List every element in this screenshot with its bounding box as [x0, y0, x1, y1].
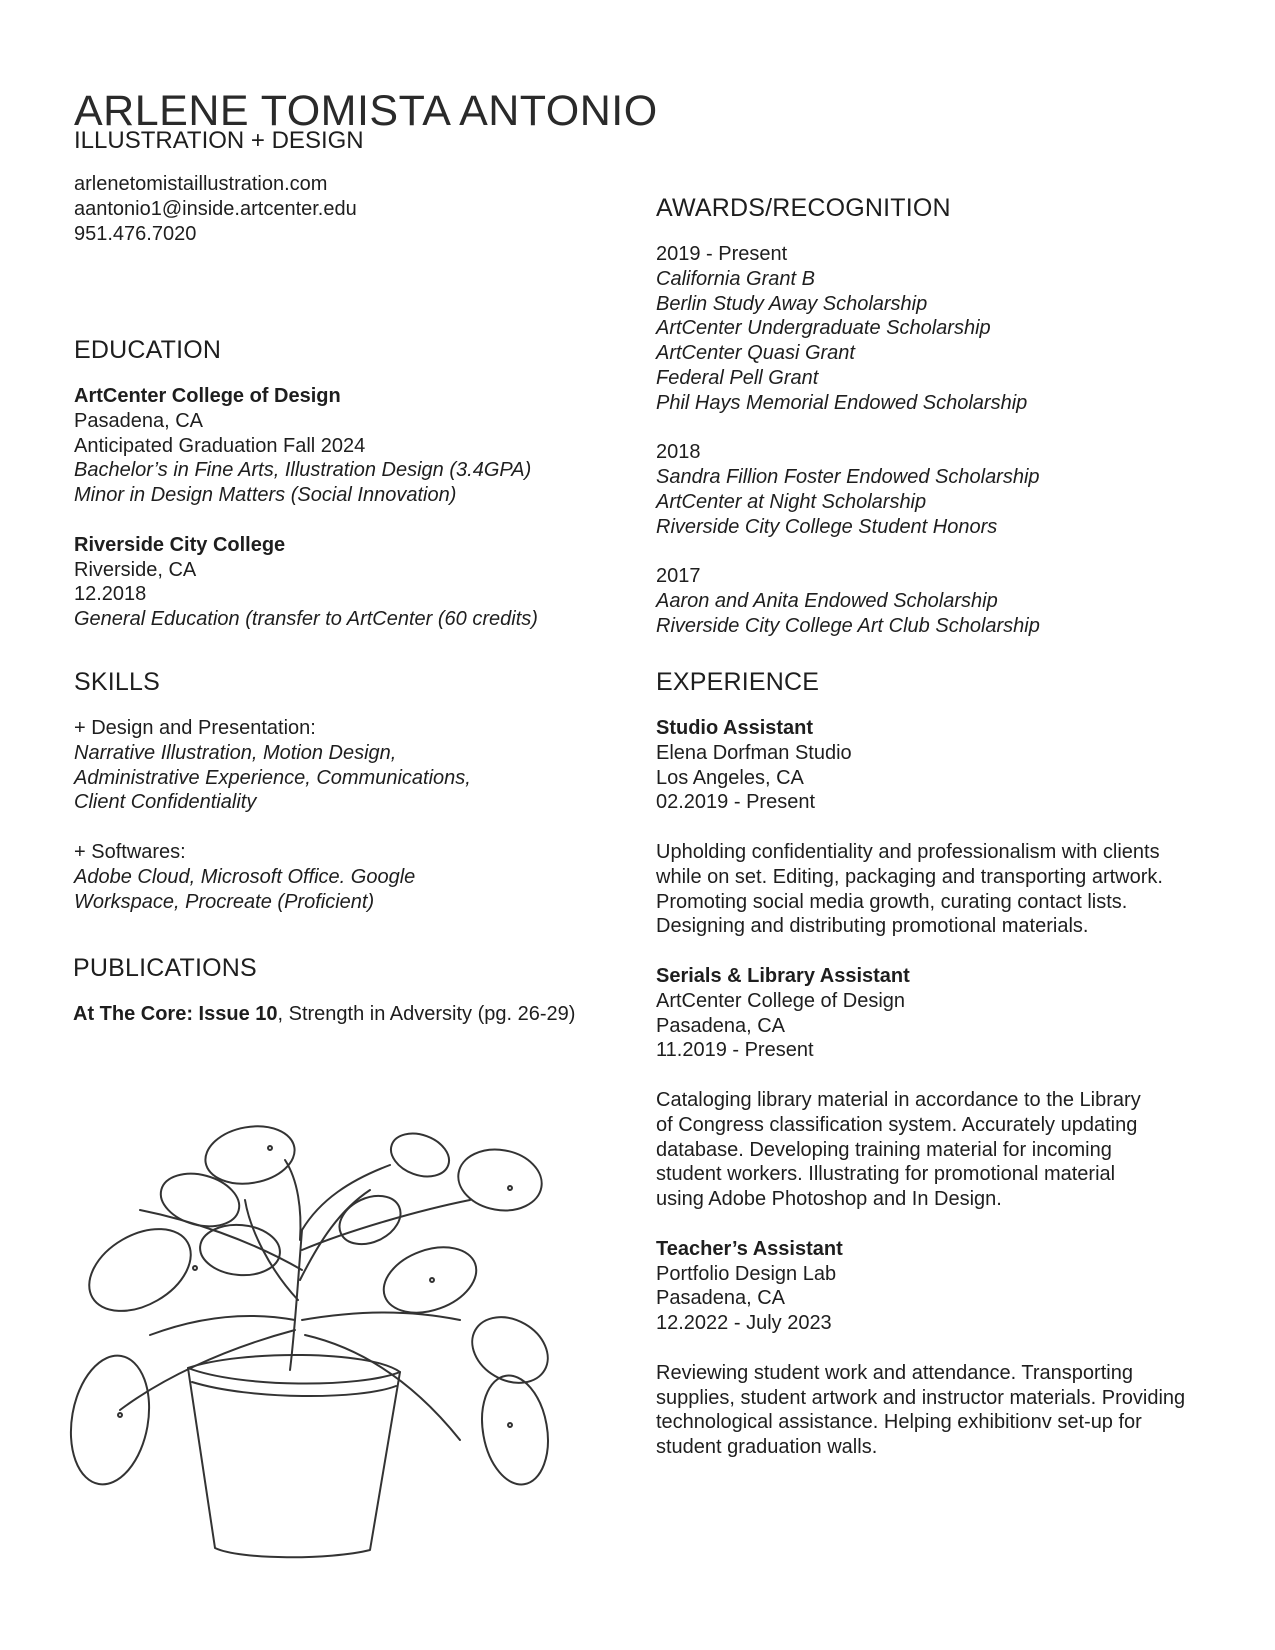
- school-entry: [74, 384, 538, 508]
- award-year: 2018: [656, 441, 701, 464]
- awards-heading: AWARDS/RECOGNITION: [656, 194, 951, 222]
- job-description-line: student graduation walls.: [656, 1436, 878, 1459]
- potted-plant-icon: [40, 1120, 600, 1570]
- job-title: Serials & Library Assistant: [656, 964, 910, 987]
- skills-section: [74, 668, 471, 914]
- job-entry: [656, 716, 1185, 939]
- skill-line: Workspace, Procreate (Proficient): [74, 890, 375, 913]
- publication-title: At The Core: Issue 10: [73, 1003, 278, 1025]
- job-description-line: Designing and distributing promotional materials.: [656, 915, 1089, 938]
- job-description-line: Reviewing student work and attendance. Transporting: [656, 1361, 1133, 1384]
- skill-line: Administrative Experience, Communications,: [74, 766, 471, 789]
- job-entry: [656, 964, 1185, 1212]
- school-detail: General Education (transfer to ArtCenter (60 credits): [74, 608, 538, 631]
- resume-subtitle: ILLUSTRATION + DESIGN: [74, 127, 364, 154]
- job-description-line: Upholding confidentiality and professionalism with clients: [656, 840, 1160, 863]
- school-entry: [74, 533, 538, 632]
- job-location: Los Angeles, CA: [656, 766, 804, 789]
- school-date: 12.2018: [74, 583, 147, 606]
- education-section: [74, 336, 538, 632]
- skills-heading: SKILLS: [74, 668, 160, 696]
- award-item: Phil Hays Memorial Endowed Scholarship: [656, 391, 1028, 414]
- award-item: Berlin Study Away Scholarship: [656, 292, 928, 315]
- award-item: ArtCenter at Night Scholarship: [656, 490, 927, 513]
- job-dates: 11.2019 - Present: [656, 1039, 814, 1062]
- job-description-line: using Adobe Photoshop and In Design.: [656, 1188, 1002, 1211]
- email-link[interactable]: aantonio1@inside.artcenter.edu: [74, 197, 357, 220]
- phone-number: 951.476.7020: [74, 222, 197, 245]
- job-description-line: while on set. Editing, packaging and transporting artwork.: [656, 865, 1163, 888]
- award-year: 2019 - Present: [656, 243, 788, 265]
- publications-heading: PUBLICATIONS: [73, 954, 257, 982]
- job-location: Pasadena, CA: [656, 1014, 785, 1037]
- skill-group-label: + Softwares:: [74, 840, 186, 863]
- job-description-line: technological assistance. Helping exhibitionv set-up for: [656, 1411, 1142, 1434]
- award-item: Riverside City College Art Club Scholarship: [656, 614, 1040, 637]
- school-location: Pasadena, CA: [74, 409, 203, 432]
- publication-details: , Strength in Adversity (pg. 26-29): [277, 1003, 576, 1025]
- website-link[interactable]: arlenetomistaillustration.com: [74, 173, 328, 195]
- job-entry: [656, 1237, 1185, 1460]
- job-description-line: database. Developing training material for incoming: [656, 1138, 1112, 1161]
- award-item: Aaron and Anita Endowed Scholarship: [656, 590, 998, 613]
- school-name: Riverside City College: [74, 533, 286, 556]
- award-item: Federal Pell Grant: [656, 366, 819, 389]
- job-dates: 12.2022 - July 2023: [656, 1312, 832, 1335]
- job-description-line: supplies, student artwork and instructor materials. Providing: [656, 1386, 1186, 1409]
- contact-block: [74, 172, 357, 246]
- education-heading: EDUCATION: [74, 336, 222, 364]
- award-item: Sandra Fillion Foster Endowed Scholarship: [656, 466, 1040, 489]
- job-description-line: student workers. Illustrating for promotional material: [656, 1163, 1116, 1186]
- job-description-line: Promoting social media growth, curating contact lists.: [656, 890, 1128, 913]
- award-item: ArtCenter Undergraduate Scholarship: [656, 317, 991, 340]
- job-org: ArtCenter College of Design: [656, 989, 906, 1012]
- skill-line: Client Confidentiality: [74, 791, 257, 814]
- job-description-line: Cataloging library material in accordance to the Library: [656, 1088, 1141, 1111]
- award-item: ArtCenter Quasi Grant: [656, 342, 855, 365]
- job-org: Portfolio Design Lab: [656, 1262, 837, 1285]
- resume-name: ARLENE TOMISTA ANTONIO: [74, 87, 658, 135]
- school-date: Anticipated Graduation Fall 2024: [74, 434, 366, 457]
- job-dates: 02.2019 - Present: [656, 791, 815, 814]
- experience-heading: EXPERIENCE: [656, 668, 820, 696]
- job-org: Elena Dorfman Studio: [656, 741, 852, 764]
- school-location: Riverside, CA: [74, 558, 197, 581]
- publication-entry: [73, 1002, 575, 1027]
- skill-line: Narrative Illustration, Motion Design,: [74, 741, 397, 764]
- experience-section: [656, 668, 1185, 1460]
- award-item: Riverside City College Student Honors: [656, 515, 998, 538]
- job-location: Pasadena, CA: [656, 1287, 785, 1310]
- school-detail: Bachelor’s in Fine Arts, Illustration Design (3.4GPA): [74, 459, 532, 482]
- publications-section: [73, 954, 575, 1027]
- job-title: Teacher’s Assistant: [656, 1237, 843, 1260]
- award-year: 2017: [656, 565, 701, 588]
- award-item: California Grant B: [656, 267, 815, 290]
- job-description-line: of Congress classification system. Accurately updating: [656, 1113, 1138, 1136]
- awards-section: [656, 194, 1040, 639]
- skill-group-label: + Design and Presentation:: [74, 717, 316, 739]
- school-detail: Minor in Design Matters (Social Innovation): [74, 484, 457, 507]
- job-title: Studio Assistant: [656, 717, 814, 739]
- school-name: ArtCenter College of Design: [74, 385, 341, 407]
- skill-line: Adobe Cloud, Microsoft Office. Google: [74, 865, 416, 888]
